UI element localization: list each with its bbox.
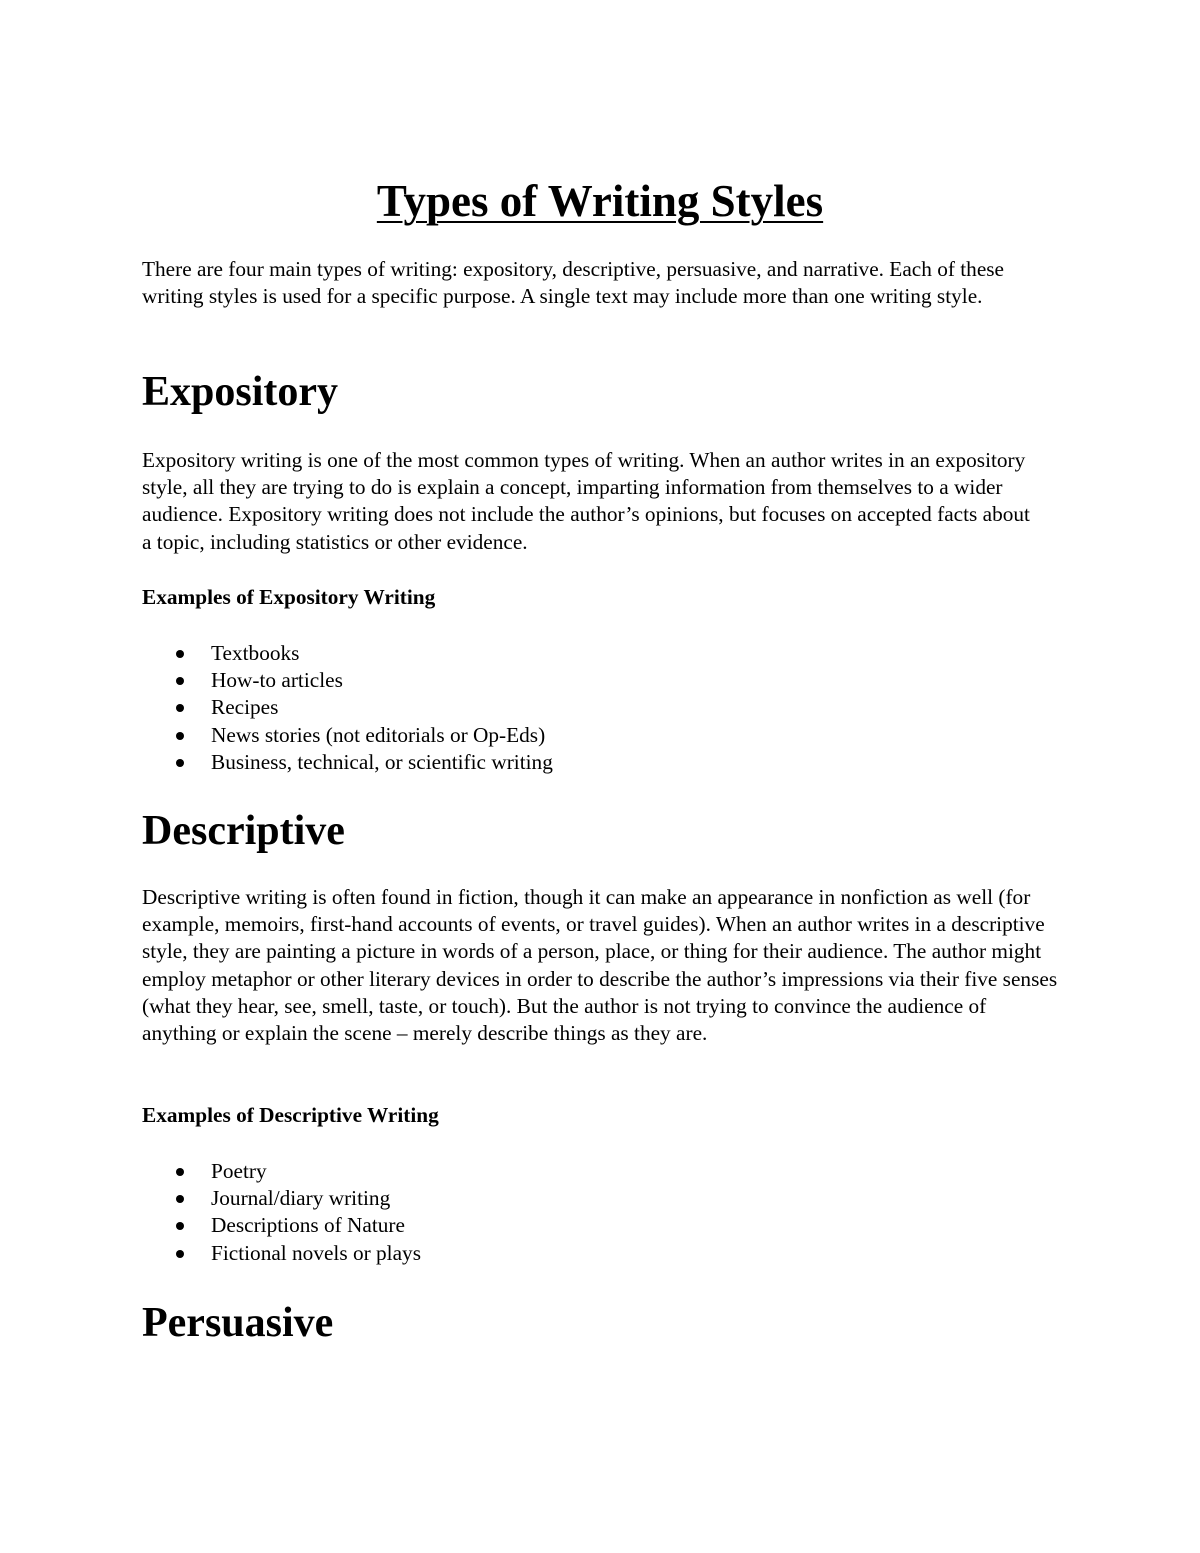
section-body-descriptive: Descriptive writing is often found in fiction, though it can make an appearance in nonfiction as well (for example, memoirs, first-hand accounts of events, or travel guides). When an author writes in a descriptive style, they are painting a picture in words of a person, place, or thing for their audience. The author might employ metaphor or other literary devices in order to describe the author’s impressions via their five senses (what they hear, see, smell, taste, or touch). But the author is not trying to convince the audience of anything or explain the scene – merely describe things as they are. bbox=[142, 885, 1058, 1046]
list-item-label: Business, technical, or scientific writing bbox=[211, 749, 553, 774]
list-item-label: Recipes bbox=[211, 695, 279, 720]
list-item-label: News stories (not editorials or Op-Eds) bbox=[211, 722, 546, 747]
bullet-icon bbox=[176, 677, 184, 685]
list-item-label: Textbooks bbox=[211, 641, 300, 665]
bullet-icon bbox=[176, 650, 184, 658]
list-item bbox=[142, 1185, 421, 1212]
list-item bbox=[142, 1212, 421, 1239]
section-heading-descriptive: Descriptive bbox=[142, 808, 345, 854]
list-item-label: Poetry bbox=[211, 1159, 267, 1183]
list-item bbox=[142, 694, 553, 721]
section-heading-expository: Expository bbox=[142, 369, 339, 415]
list-item bbox=[142, 640, 553, 667]
examples-heading-expository: Examples of Expository Writing bbox=[142, 585, 436, 609]
list-item bbox=[142, 749, 553, 776]
list-item-label: Journal/diary writing bbox=[211, 1186, 391, 1211]
examples-heading-descriptive: Examples of Descriptive Writing bbox=[142, 1103, 439, 1127]
document-title: Types of Writing Styles bbox=[376, 176, 824, 226]
list-item bbox=[142, 667, 553, 694]
intro-paragraph: There are four main types of writing: expository, descriptive, persuasive, and narrative. Each of these writing styles is used for a specific purpose. A single text may include more than one writing style. bbox=[142, 257, 1005, 309]
examples-list-descriptive bbox=[142, 1158, 421, 1267]
bullet-icon bbox=[176, 732, 184, 740]
bullet-icon bbox=[176, 704, 184, 712]
section-body-expository: Expository writing is one of the most common types of writing. When an author writes in an expository style, all they are trying to do is explain a concept, imparting information from themselves to a wider audience. Expository writing does not include the author’s opinions, but focuses on accepted facts about a topic, including statistics or other evidence. bbox=[142, 448, 1030, 554]
list-item-label: How-to articles bbox=[211, 668, 343, 693]
examples-list-expository bbox=[142, 640, 553, 776]
section-heading-persuasive: Persuasive bbox=[142, 1300, 334, 1346]
list-item bbox=[142, 1240, 421, 1267]
list-item bbox=[142, 722, 553, 749]
list-item-label: Descriptions of Nature bbox=[211, 1213, 405, 1238]
bullet-icon bbox=[176, 1250, 184, 1258]
bullet-icon bbox=[176, 759, 184, 767]
bullet-icon bbox=[176, 1168, 184, 1176]
bullet-icon bbox=[176, 1195, 184, 1203]
bullet-icon bbox=[176, 1222, 184, 1230]
list-item-label: Fictional novels or plays bbox=[211, 1240, 421, 1265]
list-item bbox=[142, 1158, 421, 1185]
